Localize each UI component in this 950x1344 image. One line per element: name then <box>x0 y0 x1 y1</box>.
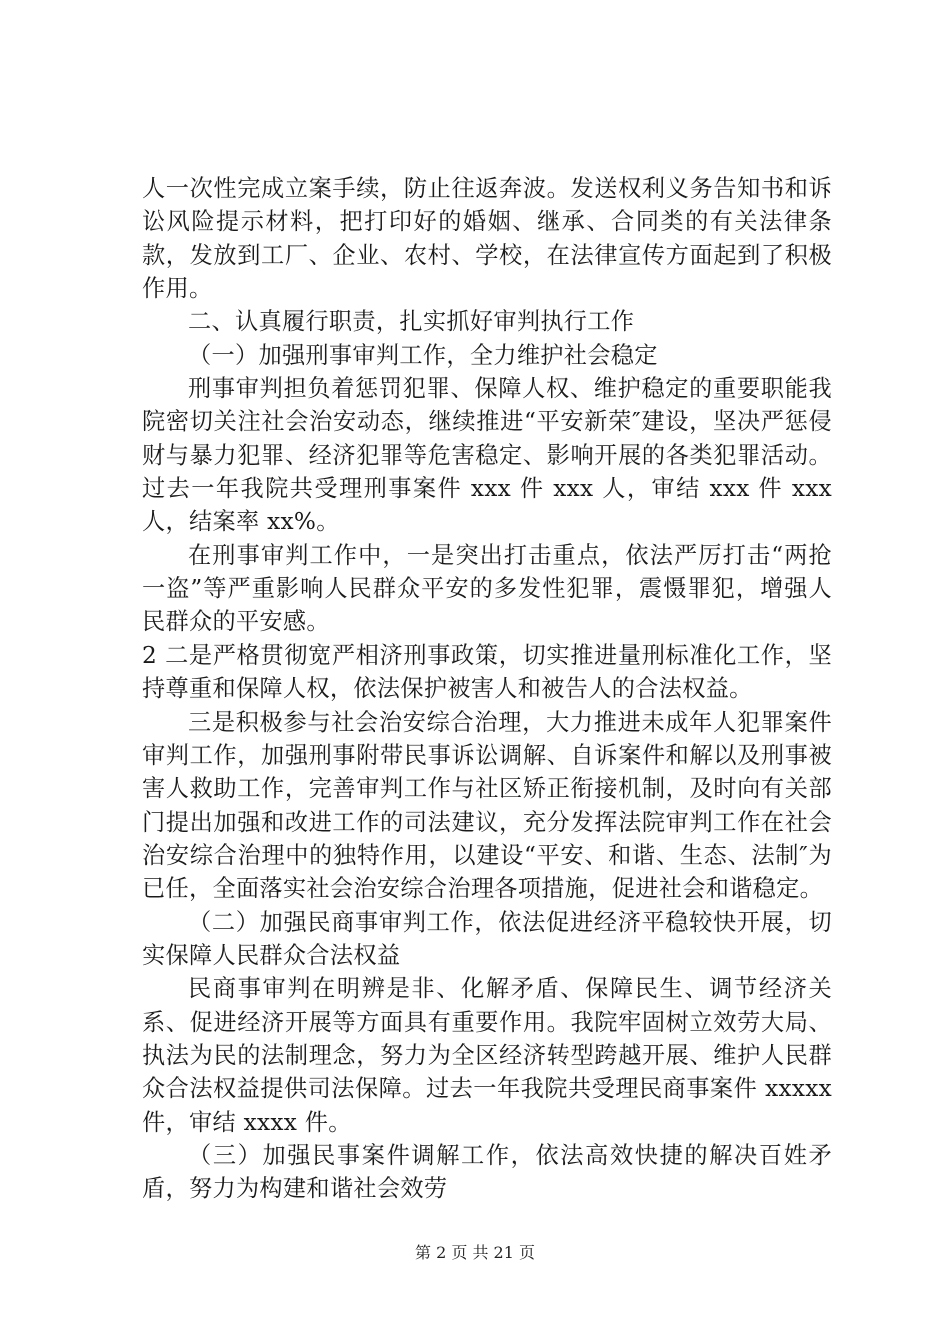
subsection-heading: （三）加强民事案件调解工作，依法高效快捷的解决百姓矛盾，努力为构建和谐社会效劳 <box>142 1141 832 1203</box>
paragraph: 三是积极参与社会治安综合治理，大力推进未成年人犯罪案件审判工作，加强刑事附带民事诉讼调解、自诉案件和解以及刑事被害人救助工作，完善审判工作与社区矫正衔接机制，及时向有关部门提出加强和改进工作的司法建议，充分发挥法院审判工作在社会治安综合治理中的独特作用，以建设“平安、和谐、生态、法制″为已任，全面落实社会治安综合治理各项措施，促进社会和谐稳定。 <box>142 708 832 903</box>
subsection-heading: （二）加强民商事审判工作，依法促进经济平稳较快开展，切实保障人民群众合法权益 <box>142 908 832 969</box>
paragraph: 刑事审判担负着惩罚犯罪、保障人权、维护稳定的重要职能我院密切关注社会治安动态，继续推进“平安新荣″建设，坚决严惩侵财与暴力犯罪、经济犯罪等危害稳定、影响开展的各类犯罪活动。过去一年我院共受理刑事案件 xxx 件 xxx 人，审结 xxx 件 xxx 人，结案率 xx%。 <box>142 375 832 536</box>
paragraph: 在刑事审判工作中，一是突出打击重点，依法严厉打击“两抢一盗”等严重影响人民群众平安的多发性犯罪，震慑罪犯，增强人民群众的平安感。 <box>142 541 832 636</box>
section-heading: 二、认真履行职责，扎实抓好审判执行工作 <box>188 308 635 336</box>
paragraph-continuation: 人一次性完成立案手续，防止往返奔波。发送权利义务告知书和诉讼风险提示材料，把打印好的婚姻、继承、合同类的有关法律条款，发放到工厂、企业、农村、学校，在法律宣传方面起到了积极作用。 <box>142 175 832 303</box>
document-body <box>142 172 832 1206</box>
subsection-heading: （一）加强刑事审判工作，全力维护社会稳定 <box>188 341 658 369</box>
page-footer: 第 2 页 共 21 页 <box>415 1243 535 1262</box>
paragraph: 民商事审判在明辨是非、化解矛盾、保障民生、调节经济关系、促进经济开展等方面具有重要作用。我院牢固树立效劳大局、执法为民的法制理念，努力为全区经济转型跨越开展、维护人民群众合法权益提供司法保障。过去一年我院共受理民商事案件 xxxxx 件，审结 xxxx 件。 <box>142 975 832 1136</box>
paragraph: 2 二是严格贯彻宽严相济刑事政策，切实推进量刑标准化工作，坚持尊重和保障人权，依法保护被害人和被告人的合法权益。 <box>142 641 832 703</box>
